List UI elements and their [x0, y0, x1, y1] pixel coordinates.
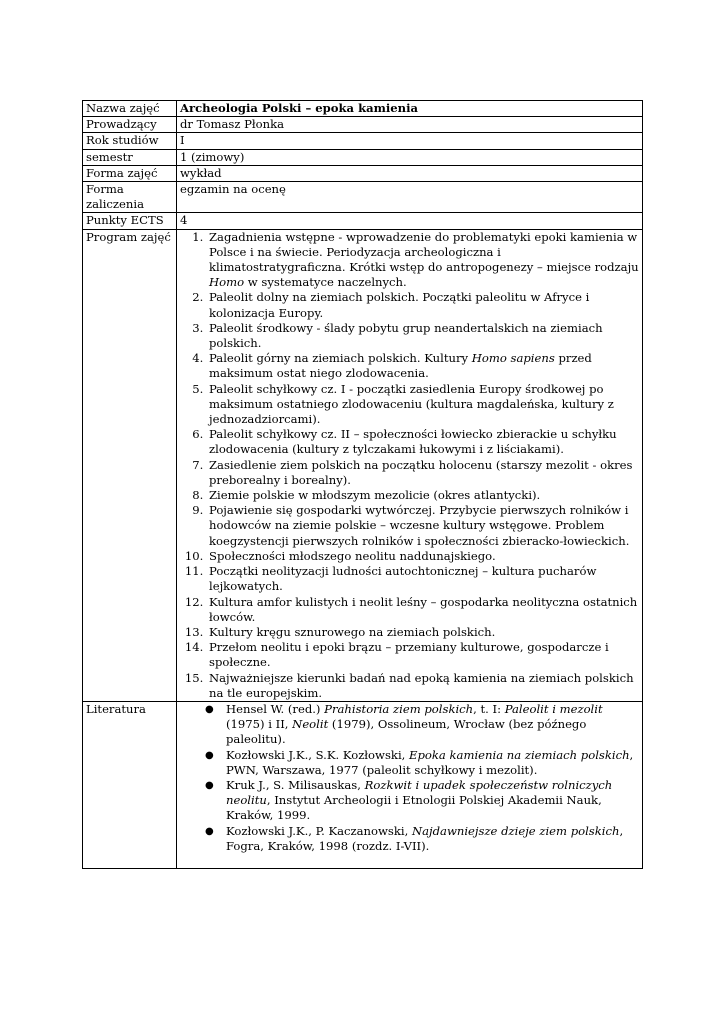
italic-title: Neolit — [292, 717, 329, 732]
value-year: I — [177, 133, 643, 149]
row-year — [83, 133, 643, 149]
text-run: Paleolit dolny na ziemiach polskich. Początki paleolitu w Afryce i kolonizacja Europy. — [209, 290, 590, 320]
label-year: Rok studiów — [83, 133, 177, 149]
text-run: Kultura amfor kulistych i neolit leśny – gospodarka neolityczna ostatnich łowców. — [209, 594, 638, 624]
text-run: Zasiedlenie ziem polskich na początku holocenu (starszy mezolit - okres preborealny i borealny). — [209, 457, 633, 487]
label-program: Program zajęć — [83, 229, 177, 701]
text-run: Kozłowski J.K., S.K. Kozłowski, — [226, 747, 410, 762]
value-program — [177, 229, 643, 701]
program-item — [207, 503, 639, 549]
italic-title: Homo — [209, 275, 245, 290]
text-run: Przełom neolitu i epoki brązu – przemiany kulturowe, gospodarcze i społeczne. — [209, 640, 609, 670]
row-class-form — [83, 165, 643, 181]
label-literature: Literatura — [83, 701, 177, 868]
label-semester: semestr — [83, 149, 177, 165]
program-item — [207, 321, 639, 351]
program-item — [207, 488, 639, 503]
label-ects: Punkty ECTS — [83, 213, 177, 229]
value-semester: 1 (zimowy) — [177, 149, 643, 165]
text-run: Społeczności młodszego neolitu naddunajskiego. — [209, 548, 496, 563]
italic-title: Prahistoria ziem polskich — [324, 701, 474, 716]
literature-item — [226, 748, 639, 778]
text-run: , t. I: — [473, 701, 505, 716]
literature-list — [180, 702, 639, 854]
course-table — [82, 100, 643, 869]
row-course-name — [83, 101, 643, 117]
literature-item — [226, 824, 639, 854]
text-run: Kultury kręgu sznurowego na ziemiach polskich. — [209, 624, 496, 639]
italic-title: Homo sapiens — [471, 351, 555, 366]
text-run: , PWN, Warszawa, 1977 (paleolit schyłkowy i mezolit). — [226, 747, 634, 777]
text-run: Paleolit schyłkowy cz. II – społeczności łowiecko zbierackie u schyłku zlodowacenia (kultury z tylczakami łukowymi i z liściakami). — [209, 427, 617, 457]
value-course-name — [177, 101, 643, 117]
label-lecturer: Prowadzący — [83, 117, 177, 133]
text-run: Paleolit górny na ziemiach polskich. Kultury — [209, 351, 472, 366]
text-run: Początki neolityzacji ludności autochtonicznej – kultura pucharów lejkowatych. — [209, 564, 597, 594]
row-assessment — [83, 182, 643, 213]
value-literature — [177, 701, 643, 868]
italic-title: Epoka kamienia na ziemiach polskich — [409, 747, 630, 762]
program-item — [207, 625, 639, 640]
value-assessment: egzamin na ocenę — [177, 182, 643, 213]
text-run: (1975) i II, — [226, 717, 293, 732]
text-run: w systematyce naczelnych. — [244, 275, 407, 290]
text-run: , Fogra, Kraków, 1998 (rozdz. I-VII). — [226, 823, 624, 853]
course-name-text: Archeologia Polski – epoka kamienia — [180, 101, 419, 115]
program-item — [207, 351, 639, 381]
text-run: , Instytut Archeologii i Etnologii Polskiej Akademii Nauk, Kraków, 1999. — [226, 793, 602, 823]
value-ects: 4 — [177, 213, 643, 229]
text-run: Kozłowski J.K., P. Kaczanowski, — [226, 823, 412, 838]
value-class-form: wykład — [177, 165, 643, 181]
text-run: Ziemie polskie w młodszym mezolicie (okres atlantycki). — [209, 488, 541, 503]
text-run: Paleolit schyłkowy cz. I - początki zasiedlenia Europy środkowej po maksimum ostatniego zlodowaceniu (kultura magdaleńska, kultury z jednozadziorcami). — [209, 381, 614, 427]
program-list — [180, 230, 639, 701]
row-ects — [83, 213, 643, 229]
text-run: Paleolit środkowy - ślady pobytu grup neandertalskich na ziemiach polskich. — [209, 320, 603, 351]
label-course-name: Nazwa zajęć — [83, 101, 177, 117]
italic-title: Najdawniejsze dzieje ziem polskich — [411, 823, 620, 838]
label-class-form: Forma zajęć — [83, 165, 177, 181]
text-run: Kruk J., S. Milisauskas, — [226, 777, 365, 792]
program-item — [207, 290, 639, 320]
text-run: Pojawienie się gospodarki wytwórczej. Przybycie pierwszych rolników i hodowców na ziemie polskie – wczesne kultury wstęgowe. Problem koegzystencji pierwszych rolników i społeczności zbieracko-łowieckich. — [209, 503, 630, 548]
literature-item — [226, 778, 639, 824]
program-item — [207, 382, 639, 428]
value-lecturer: dr Tomasz Płonka — [177, 117, 643, 133]
program-item — [207, 595, 639, 625]
text-run: przed maksimum ostat niego zlodowacenia. — [209, 351, 592, 381]
program-item — [207, 640, 639, 670]
label-assessment: Forma zaliczenia — [83, 182, 177, 213]
italic-title: Paleolit i mezolit — [504, 701, 603, 716]
program-item — [207, 564, 639, 594]
literature-item — [226, 702, 639, 748]
text-run: Hensel W. (red.) — [226, 701, 325, 716]
row-lecturer — [83, 117, 643, 133]
row-semester — [83, 149, 643, 165]
row-literature — [83, 701, 643, 868]
program-item — [207, 230, 639, 291]
italic-title: Rozkwit i upadek społeczeństw rolniczych neolitu — [226, 777, 613, 808]
program-item — [207, 671, 639, 701]
text-run: Najważniejsze kierunki badań nad epoką kamienia na ziemiach polskich na tle europejskim. — [209, 670, 634, 700]
program-item — [207, 427, 639, 457]
program-item — [207, 549, 639, 564]
text-run: Zagadnienia wstępne - wprowadzenie do problematyki epoki kamienia w Polsce i na świecie. Periodyzacja archeologiczna i klimatostratygraficzna. Krótki wstęp do antropogenezy – miejsce rodzaju — [209, 229, 639, 275]
text-run: (1979), Ossolineum, Wrocław (bez późnego paleolitu). — [226, 717, 587, 747]
program-item — [207, 458, 639, 488]
row-program — [83, 229, 643, 701]
